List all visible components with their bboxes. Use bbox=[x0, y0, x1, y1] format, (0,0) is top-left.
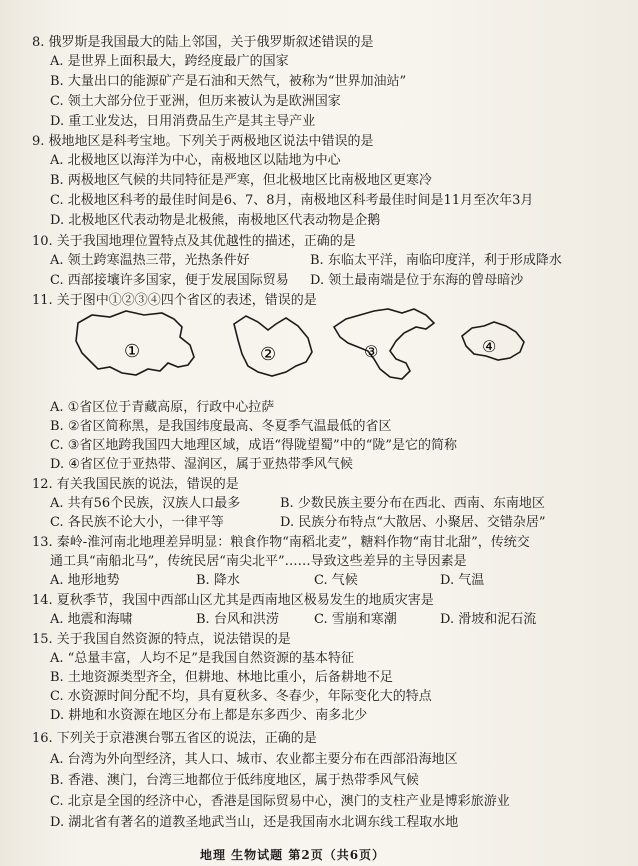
q16-option-c: C. 北京是全国的经济中心，香港是国际贸易中心，澳门的支柱产业是博彩旅游业 bbox=[50, 794, 510, 809]
map-label-4: ④ bbox=[482, 337, 497, 356]
q12-option-a: A. 共有56个民族，汉族人口最多 bbox=[50, 496, 241, 511]
province-map-2-heilongjiang bbox=[228, 310, 318, 382]
q16-option-a: A. 台湾为外向型经济，其人口、城市、农业都主要分布在西部沿海地区 bbox=[50, 752, 458, 767]
q15-option-a: A. “总量丰富，人均不足”是我国自然资源的基本特征 bbox=[50, 651, 354, 666]
question-8-stem: 8. 俄罗斯是我国最大的陆上邻国，关于俄罗斯叙述错误的是 bbox=[32, 35, 374, 50]
question-13-stem: 13. 秦岭-淮河南北地理差异明显：粮食作物“南稻北麦”，糖料作物“南甘北甜”，传统交 bbox=[32, 535, 530, 550]
q14-option-b: B. 台风和洪涝 bbox=[196, 612, 279, 627]
q13-option-d: D. 气温 bbox=[440, 573, 485, 588]
q9-option-b: B. 两极地区气候的共同特征是严寒，但北极地区比南极地区更寒冷 bbox=[50, 173, 432, 188]
q11-option-d: D. ④省区位于亚热带、湿润区，属于亚热带季风气候 bbox=[50, 457, 353, 472]
q8-option-c: C. 领土大部分位于亚洲，但历来被认为是欧洲国家 bbox=[50, 94, 341, 109]
q11-option-b: B. ②省区简称黑，是我国纬度最高、冬夏季气温最低的省区 bbox=[50, 419, 392, 434]
map-label-2: ② bbox=[260, 344, 277, 365]
q16-option-d: D. 湖北省有著名的道教圣地武当山，还是我国南水北调东线工程取水地 bbox=[50, 815, 459, 830]
q14-option-a: A. 地震和海啸 bbox=[50, 612, 133, 627]
q13-option-a: A. 地形地势 bbox=[50, 573, 120, 588]
q10-option-a: A. 领土跨寒温热三带，光热条件好 bbox=[50, 253, 250, 268]
page-footer: 地理 生物试题 第2页（共6页） bbox=[200, 848, 386, 862]
q12-option-d: D. 民族分布特点“大散居、小聚居、交错杂居” bbox=[280, 515, 546, 530]
q15-option-c: C. 水资源时间分配不均，具有夏秋多、冬春少，年际变化大的特点 bbox=[50, 689, 432, 704]
q14-option-d: D. 滑坡和泥石流 bbox=[440, 612, 537, 627]
q13-option-b: B. 降水 bbox=[196, 573, 240, 588]
q16-option-b: B. 香港、澳门，台湾三地都位于低纬度地区，属于热带季风气候 bbox=[50, 773, 419, 788]
province-map-4-hubei bbox=[458, 318, 528, 366]
province-map-1-tibet bbox=[70, 305, 200, 387]
q10-option-d: D. 领土最南端是位于东海的曾母暗沙 bbox=[310, 273, 524, 288]
question-16-stem: 16. 下列关于京港澳台鄂五省区的说法，正确的是 bbox=[32, 731, 317, 746]
map-label-3: ③ bbox=[364, 342, 379, 361]
q8-option-a: A. 是世界上面积最大，跨经度最广的国家 bbox=[50, 54, 289, 69]
q8-option-b: B. 大量出口的能源矿产是石油和天然气，被称为“世界加油站” bbox=[50, 74, 407, 89]
q9-option-c: C. 北极地区科考的最佳时间是6、7、8月，南极地区科考最佳时间是11月至次年3月 bbox=[50, 193, 534, 208]
q13-option-c: C. 气候 bbox=[314, 573, 358, 588]
province-map-3-gansu bbox=[330, 305, 440, 385]
q10-option-b: B. 东临太平洋，南临印度洋，利于形成降水 bbox=[310, 253, 562, 268]
q15-option-b: B. 土地资源类型齐全，但耕地、林地比重小，后备耕地不足 bbox=[50, 670, 393, 685]
question-9-stem: 9. 极地地区是科考宝地。下列关于两极地区说法中错误的是 bbox=[32, 134, 374, 149]
q9-option-d: D. 北极地区代表动物是北极熊，南极地区代表动物是企鹅 bbox=[50, 213, 381, 228]
q11-option-a: A. ①省区位于青藏高原，行政中心拉萨 bbox=[50, 400, 275, 415]
q8-option-d: D. 重工业发达，日用消费品生产是其主导产业 bbox=[50, 114, 316, 129]
question-14-stem: 14. 夏秋季节，我国中西部山区尤其是西南地区极易发生的地质灾害是 bbox=[32, 593, 434, 608]
question-11-stem: 11. 关于图中①②③④四个省区的表述，错误的是 bbox=[32, 293, 317, 308]
q9-option-a: A. 北极地区以海洋为中心，南极地区以陆地为中心 bbox=[50, 153, 341, 168]
map-label-1: ① bbox=[124, 341, 141, 362]
q12-option-b: B. 少数民族主要分布在西北、西南、东南地区 bbox=[280, 496, 545, 511]
q12-option-c: C. 各民族不论大小，一律平等 bbox=[50, 515, 224, 530]
q14-option-c: C. 雪崩和寒潮 bbox=[314, 612, 397, 627]
question-15-stem: 15. 关于我国自然资源的特点，说法错误的是 bbox=[32, 632, 291, 647]
question-10-stem: 10. 关于我国地理位置特点及其优越性的描述，正确的是 bbox=[32, 234, 356, 249]
q11-option-c: C. ③省区地跨我国四大地理区域，成语“得陇望蜀”中的“陇”是它的简称 bbox=[50, 438, 457, 453]
question-13-stem-line2: 通工具“南船北马”，传统民居“南尖北平”……导致这些差异的主导因素是 bbox=[50, 554, 467, 569]
question-12-stem: 12. 有关我国民族的说法，错误的是 bbox=[32, 477, 239, 492]
q10-option-c: C. 西部接壤许多国家，便于发展国际贸易 bbox=[50, 273, 289, 288]
q15-option-d: D. 耕地和水资源在地区分布上都是东多西少、南多北少 bbox=[50, 708, 368, 723]
